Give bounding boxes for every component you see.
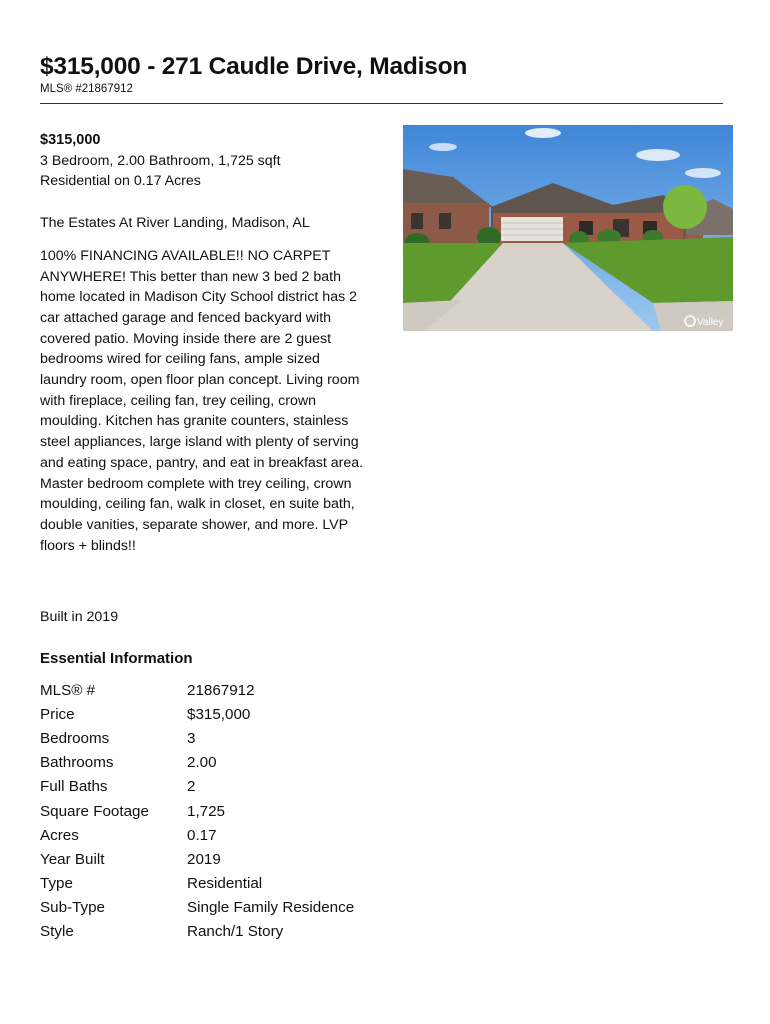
mls-number-subtitle: MLS® #21867912 — [40, 83, 133, 95]
info-label: Type — [40, 875, 73, 893]
info-row — [40, 823, 354, 847]
subdivision-location: The Estates At River Landing, Madison, AL — [40, 215, 310, 232]
info-row — [40, 920, 354, 944]
info-value: 21867912 — [187, 681, 255, 699]
info-row — [40, 896, 354, 920]
info-label: Bathrooms — [40, 754, 114, 772]
house-exterior-image — [403, 125, 733, 331]
page-title: $315,000 - 271 Caudle Drive, Madison — [40, 53, 468, 80]
info-row — [40, 678, 354, 702]
info-value: Ranch/1 Story — [187, 923, 284, 941]
info-row — [40, 775, 354, 799]
built-year-text: Built in 2019 — [40, 609, 119, 625]
info-value: Residential — [187, 875, 263, 893]
info-label: Bedrooms — [40, 729, 110, 747]
info-row — [40, 847, 354, 871]
listing-summary — [40, 130, 380, 556]
essential-information-heading: Essential Information — [40, 650, 193, 667]
info-row — [40, 799, 354, 823]
listing-price: $315,000 — [40, 132, 101, 148]
beds-baths-sqft: 3 Bedroom, 2.00 Bathroom, 1,725 sqft — [40, 152, 281, 169]
property-photo — [403, 125, 733, 331]
info-label: Square Footage — [40, 802, 149, 820]
type-acres: Residential on 0.17 Acres — [40, 173, 201, 190]
info-value: 1,725 — [187, 802, 226, 820]
info-label: Price — [40, 705, 75, 723]
info-value: Single Family Residence — [187, 899, 355, 917]
photo-watermark: Valley — [697, 317, 724, 328]
info-label: Full Baths — [40, 778, 108, 796]
info-value: 2019 — [187, 850, 221, 868]
header-divider — [40, 103, 723, 104]
info-label: Style — [40, 923, 74, 941]
info-label: MLS® # — [40, 681, 96, 699]
essential-information-table — [40, 678, 354, 944]
info-value: 2.00 — [187, 754, 217, 772]
listing-description: 100% FINANCING AVAILABLE!! NO CARPET ANYWHERE! This better than new 3 bed 2 bath home located in Madison City School district has 2 car attached garage and fenced backyard with covered patio. Moving inside there are 2 guest bedrooms wired for ceiling fans, ample sized laundry room, open floor plan concept. Living room with fireplace, ceiling fan, trey ceiling, crown moulding. Kitchen has granite counters, stainless steel appliances, large island with plenty of serving and eating space, pantry, and eat in breakfast area. Master bedroom complete with trey ceiling, crown moulding, ceiling fan, walk in closet, en suite bath, double vanities, separate shower, and more. LVP floors + blinds!! — [40, 247, 364, 554]
info-row — [40, 751, 354, 775]
info-label: Acres — [40, 826, 79, 844]
info-value: 0.17 — [187, 826, 217, 844]
info-value: $315,000 — [187, 705, 251, 723]
info-row — [40, 872, 354, 896]
info-label: Sub-Type — [40, 899, 106, 917]
info-row — [40, 702, 354, 726]
info-value: 2 — [187, 778, 196, 796]
info-value: 3 — [187, 729, 196, 747]
info-row — [40, 726, 354, 750]
info-label: Year Built — [40, 850, 105, 868]
